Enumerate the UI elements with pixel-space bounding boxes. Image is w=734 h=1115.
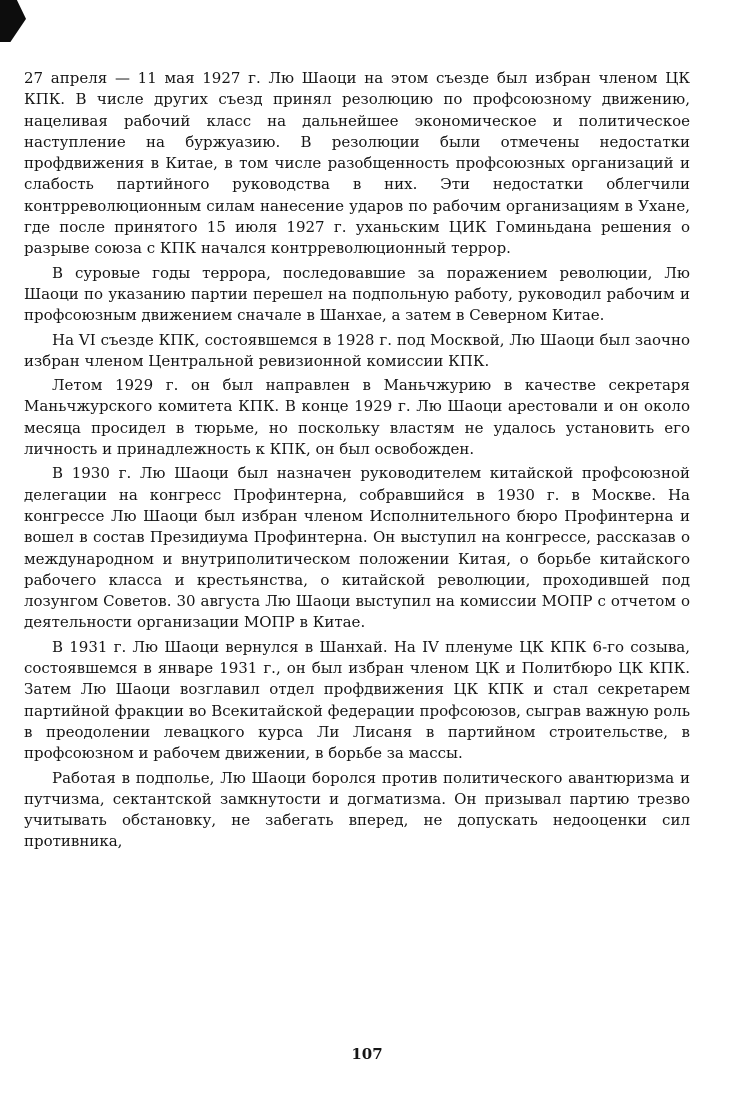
paragraph: В 1931 г. Лю Шаоци вернулся в Шанхай. На IV пленуме ЦК КПК 6-го созыва, состоявшемся в январе 1931 г., он был избран членом ЦК и Политбюро ЦК КПК. Затем Лю Шаоци возглавил отдел профдвижения ЦК КПК и стал секретарем партийной фракции во Всекитайской федерации профсоюзов, сыграв важную роль в преодолении левацкого курса Ли Лисаня в партийном строительстве, в профсоюзном и рабочем движении, в борьбе за массы.: [24, 637, 690, 763]
page-number: 107: [351, 1045, 383, 1063]
paragraph: Летом 1929 г. он был направлен в Маньчжурию в качестве секретаря Маньчжурского комитета КПК. В конце 1929 г. Лю Шаоци арестовали и он около месяца просидел в тюрьме, но поскольку властям не удалось установить его личность и принадлежность к КПК, он был освобожден.: [24, 376, 690, 459]
paragraph: В 1930 г. Лю Шаоци был назначен руководителем китайской профсоюзной делегации на конгресс Профинтерна, собравшийся в 1930 г. в Москве. На конгрессе Лю Шаоци был избран членом Исполнительного бюро Профинтерна и вошел в состав Президиума Профинтерна. Он выступил на конгрессе, рассказав о международном и внутриполитическом положении Китая, о борьбе китайского рабочего класса и крестьянства, о китайской революции, проходившей под лозунгом Советов. 30 августа Лю Шаоци выступил на комиссии МОПР с отчетом о деятельности организации МОПР в Китае.: [24, 464, 690, 632]
paragraph: Работая в подполье, Лю Шаоци боролся против политического авантюризма и путчизма, сектантской замкнутости и догматизма. Он призывал партию трезво учитывать обстановку, не забегать вперед, не допускать недооценки сил противника,: [24, 768, 690, 851]
page-body: [24, 68, 690, 856]
scan-corner-mark: [0, 0, 26, 42]
paragraph: На VI съезде КПК, состоявшемся в 1928 г. под Москвой, Лю Шаоци был заочно избран членом Центральной ревизионной комиссии КПК.: [24, 330, 690, 370]
paragraph: 27 апреля — 11 мая 1927 г. Лю Шаоци на этом съезде был избран членом ЦК КПК. В числе других съезд принял резолюцию по профсоюзному движению, нацеливая рабочий класс на дальнейшее экономическое и политическое наступление на буржуазию. В резолюции были отмечены недостатки профдвижения в Китае, в том числе разобщенность профсоюзных организаций и слабость партийного руководства в них. Эти недостатки облегчили контрреволюционным силам нанесение ударов по рабочим организациям в Ухане, где после принятого 15 июля 1927 г. уханьским ЦИК Гоминьдана решения о разрыве союза с КПК начался контрреволюционный террор.: [24, 69, 690, 258]
paragraph: В суровые годы террора, последовавшие за поражением революции, Лю Шаоци по указанию партии перешел на подпольную работу, руководил рабочим и профсоюзным движением сначале в Шанхае, а затем в Северном Китае.: [24, 263, 690, 325]
